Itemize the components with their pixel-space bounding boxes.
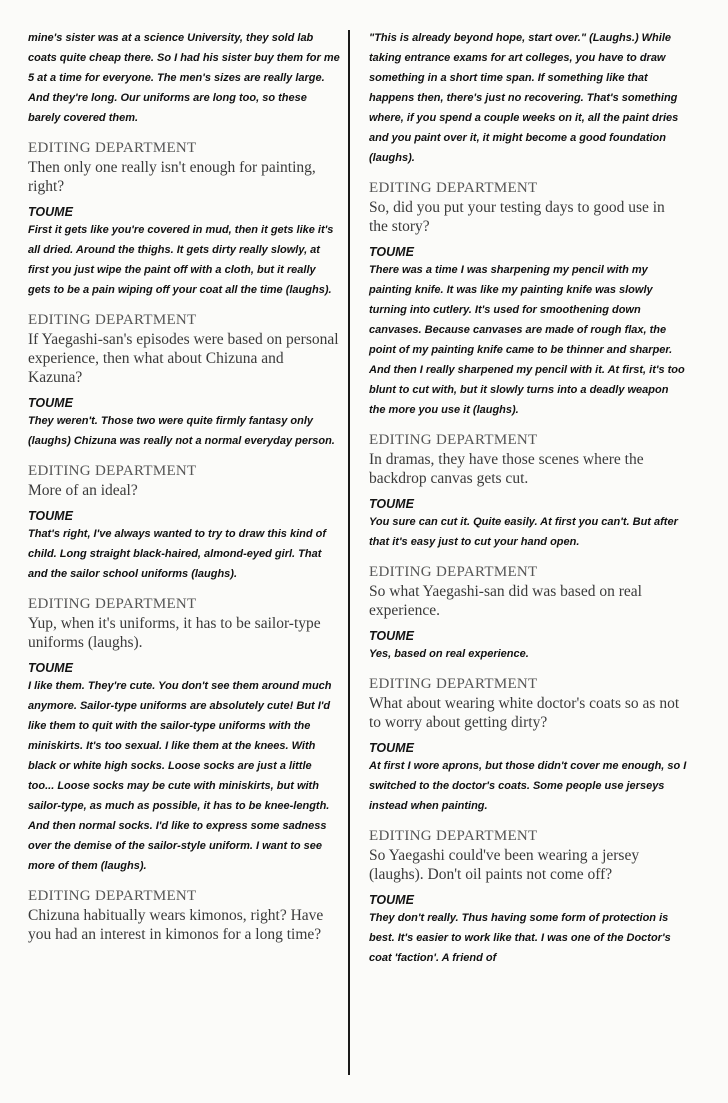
left-intro-paragraph: mine's sister was at a science University, they sold lab coats quite cheap there. So I had his sister buy them for me 5 at a time for everyone. The men's sizes are really large. And they're long. Our uniforms are long too, so these barely covered them. [28, 32, 340, 124]
speaker-label: TOUME [369, 629, 414, 643]
answer-text: That's right, I've always wanted to try to draw this kind of child. Long straight black-haired, almond-eyed girl. That and the sailor school uniforms (laughs). [28, 528, 326, 580]
speaker-label: TOUME [369, 497, 414, 511]
right-column [369, 28, 687, 979]
qa-block [28, 311, 340, 451]
interviewer-label: EDITING DEPARTMENT [28, 140, 197, 156]
speaker-label: TOUME [28, 396, 73, 410]
answer-text: I like them. They're cute. You don't see them around much anymore. Sailor-type uniforms are absolutely cute! But I'd like them to quit with the sailor-type uniforms with the miniskirts. It's too sexual. I like them at the knees. With black or white high socks. Loose socks are just a little too... Loose socks may be cute with miniskirts, but with sailor-type, as much as possible, it has to be knee-length. And then normal socks. I'd like to express some sadness over the demise of the sailor-style uniform. I want to see more of them (laughs). [28, 680, 332, 872]
interviewer-label: EDITING DEPARTMENT [369, 828, 538, 844]
question-text: Then only one really isn't enough for painting, right? [28, 159, 316, 195]
interviewer-label: EDITING DEPARTMENT [369, 432, 538, 448]
question-text: Chizuna habitually wears kimonos, right? Have you had an interest in kimonos for a long time? [28, 907, 324, 943]
interviewer-label: EDITING DEPARTMENT [369, 180, 538, 196]
speaker-label: TOUME [369, 245, 414, 259]
interviewer-label: EDITING DEPARTMENT [369, 676, 538, 692]
question-text: If Yaegashi-san's episodes were based on personal experience, then what about Chizuna and Kazuna? [28, 331, 339, 386]
qa-block [369, 431, 687, 552]
speaker-label: TOUME [28, 661, 73, 675]
answer-text: At first I wore aprons, but those didn't cover me enough, so I switched to the doctor's coats. Some people use jerseys instead when painting. [369, 760, 687, 812]
interviewer-label: EDITING DEPARTMENT [28, 596, 197, 612]
qa-block [28, 887, 340, 944]
interviewer-label: EDITING DEPARTMENT [28, 312, 197, 328]
qa-block [369, 675, 687, 816]
qa-block [369, 563, 687, 664]
speaker-label: TOUME [28, 205, 73, 219]
interviewer-label: EDITING DEPARTMENT [369, 564, 538, 580]
qa-block [369, 179, 687, 420]
answer-text: There was a time I was sharpening my pencil with my painting knife. It was like my painting knife was slowly turning into cutlery. It's used for smoothening down canvases. Because canvases are made of rough flax, the point of my painting knife came to be thinner and sharper. And then I really sharpened my pencil with it. At first, it's too blunt to cut with, but it slowly turns into a deadly weapon the more you use it (laughs). [369, 264, 685, 416]
interviewer-label: EDITING DEPARTMENT [28, 463, 197, 479]
question-text: What about wearing white doctor's coats so as not to worry about getting dirty? [369, 695, 680, 731]
answer-text: You sure can cut it. Quite easily. At first you can't. But after that it's easy just to cut your hand open. [369, 516, 678, 548]
qa-block [28, 462, 340, 584]
question-text: So what Yaegashi-san did was based on real experience. [369, 583, 642, 619]
left-column [28, 28, 340, 955]
question-text: So Yaegashi could've been wearing a jersey (laughs). Don't oil paints not come off? [369, 847, 640, 883]
qa-block [28, 595, 340, 876]
question-text: Yup, when it's uniforms, it has to be sailor-type uniforms (laughs). [28, 615, 321, 651]
answer-text: Yes, based on real experience. [369, 648, 529, 660]
answer-text: First it gets like you're covered in mud, then it gets like it's all dried. Around the thighs. It gets dirty really slowly, at first you just wipe the paint off with a cloth, but it really gets to be a pain wiping off your coat all the time (laughs). [28, 224, 334, 296]
question-text: More of an ideal? [28, 482, 138, 499]
question-text: So, did you put your testing days to good use in the story? [369, 199, 665, 235]
speaker-label: TOUME [369, 893, 414, 907]
right-intro-paragraph: "This is already beyond hope, start over." (Laughs.) While taking entrance exams for art colleges, you have to draw something in a short time span. If something like that happens then, there's just no recovering. That's something where, if you spend a couple weeks on it, all the paint dries and you paint over it, it might become a good foundation (laughs). [369, 32, 679, 164]
qa-block [28, 139, 340, 300]
interviewer-label: EDITING DEPARTMENT [28, 888, 197, 904]
column-divider [348, 30, 350, 1075]
answer-text: They weren't. Those two were quite firmly fantasy only (laughs) Chizuna was really not a normal everyday person. [28, 415, 335, 447]
qa-block [369, 827, 687, 968]
question-text: In dramas, they have those scenes where the backdrop canvas gets cut. [369, 451, 644, 487]
speaker-label: TOUME [28, 509, 73, 523]
answer-text: They don't really. Thus having some form of protection is best. It's easier to work like that. I was one of the Doctor's coat 'faction'. A friend of [369, 912, 671, 964]
speaker-label: TOUME [369, 741, 414, 755]
